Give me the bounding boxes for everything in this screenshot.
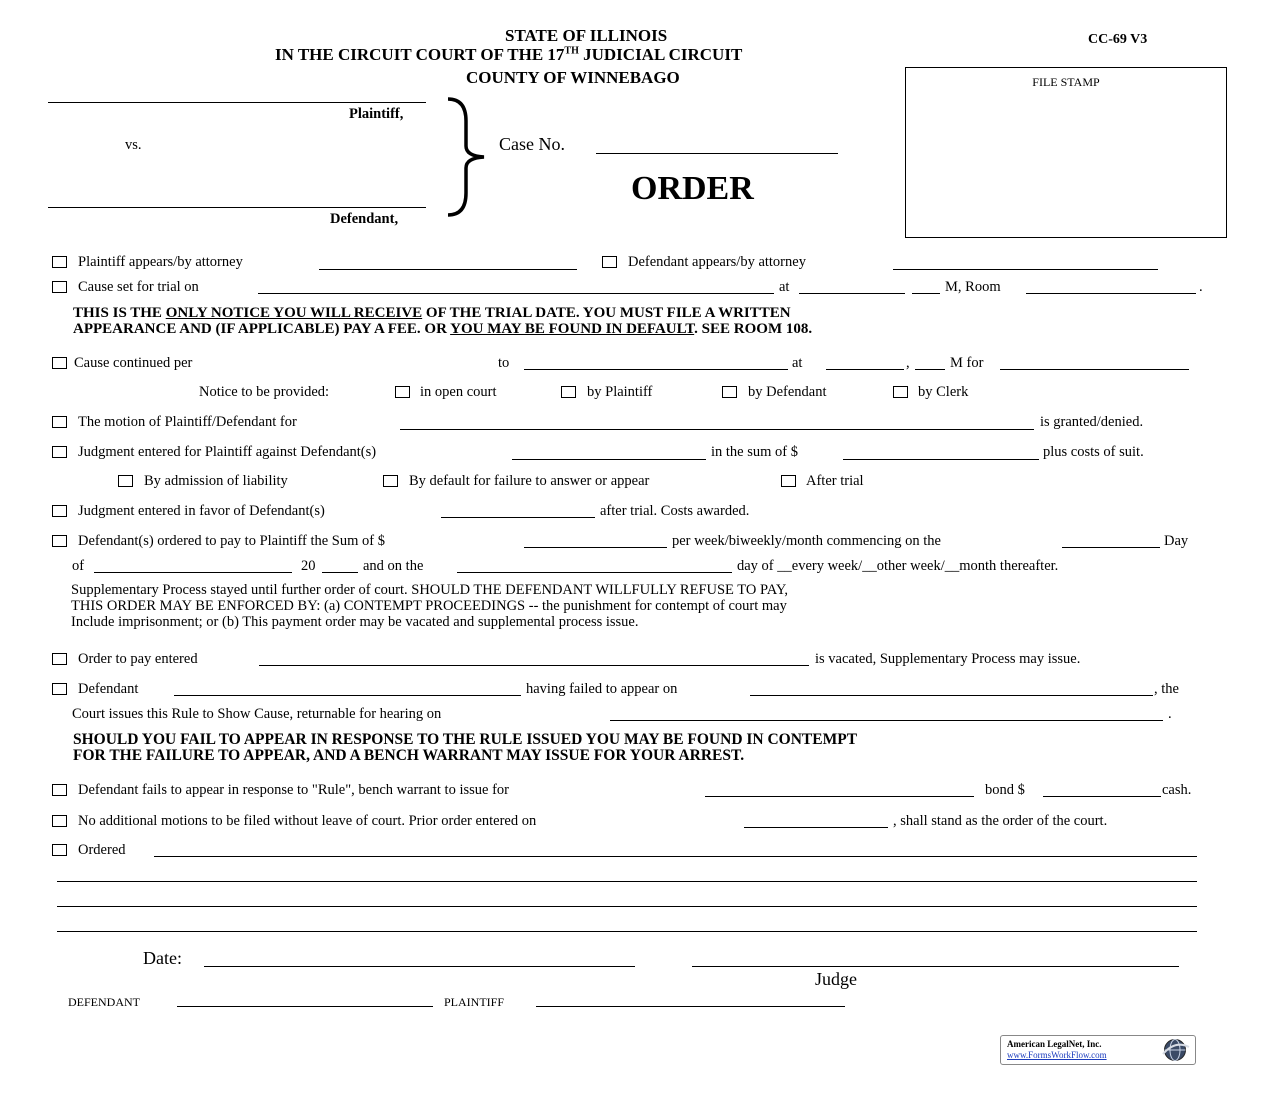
ordered-field-2[interactable] (57, 881, 1197, 882)
by-admission-checkbox[interactable] (118, 475, 133, 487)
plaintiff-line[interactable] (48, 102, 426, 103)
failed-date-field[interactable] (750, 695, 1153, 696)
order-to-pay-checkbox[interactable] (52, 653, 67, 665)
defendant-label: Defendant (78, 681, 139, 697)
and-on-the-label: and on the (363, 558, 424, 574)
is-vacated-label: is vacated, Supplementary Process may issue. (815, 651, 1081, 667)
caption-brace (440, 96, 492, 218)
in-open-court-label: in open court (420, 384, 497, 400)
by-admission-label: By admission of liability (144, 473, 288, 489)
judgment-favor-defendants-field[interactable] (441, 517, 595, 518)
of-field[interactable] (94, 572, 292, 573)
continued-time-field[interactable] (826, 369, 904, 370)
bond-label: bond $ (985, 782, 1025, 798)
granted-denied-label: is granted/denied. (1040, 414, 1144, 430)
ordered-field-3[interactable] (57, 906, 1197, 907)
after-trial-label: After trial (806, 473, 864, 489)
fails-to-appear-label: Defendant fails to appear in response to "Rule", bench warrant to issue for (78, 782, 509, 798)
m-room-label: M, Room (945, 279, 1001, 295)
ordered-pay-checkbox[interactable] (52, 535, 67, 547)
defendant-line[interactable] (48, 207, 426, 208)
by-plaintiff-label: by Plaintiff (587, 384, 653, 400)
trial-date-field[interactable] (258, 293, 774, 294)
period: . (1199, 279, 1203, 295)
logo-name: American LegalNet, Inc. (1007, 1039, 1102, 1049)
at-label: at (779, 279, 790, 295)
comma: , (906, 355, 910, 371)
cash-label: cash. (1162, 782, 1192, 798)
by-default-label: By default for failure to answer or appear (409, 473, 650, 489)
supplementary-line-2: THIS ORDER MAY BE ENFORCED BY: (a) CONTEMPT PROCEEDINGS -- the punishment for contempt of court may (71, 598, 787, 614)
motion-label: The motion of Plaintiff/Defendant for (78, 414, 297, 430)
in-open-court-checkbox[interactable] (395, 386, 410, 398)
by-clerk-checkbox[interactable] (893, 386, 908, 398)
date-field[interactable] (204, 966, 635, 967)
having-failed-label: having failed to appear on (526, 681, 678, 697)
logo-url[interactable]: www.FormsWorkFlow.com (1007, 1050, 1107, 1060)
ordered-field-4[interactable] (57, 931, 1197, 932)
year-field[interactable] (322, 572, 358, 573)
plaintiff-appears-checkbox[interactable] (52, 256, 67, 268)
judgment-defendants-field[interactable] (512, 459, 706, 460)
judge-label: Judge (815, 969, 857, 989)
and-on-the-field[interactable] (457, 572, 732, 573)
judgment-sum-field[interactable] (843, 459, 1039, 460)
case-no-field[interactable] (596, 153, 838, 154)
supplementary-line-1: Supplementary Process stayed until further order of court. SHOULD THE DEFENDANT WILLFULLY REFUSE TO PAY, (71, 582, 789, 598)
day-label: Day (1164, 533, 1189, 549)
plaintiff-attorney-field[interactable] (319, 269, 577, 270)
shall-stand-label: , shall stand as the order of the court. (893, 813, 1108, 829)
motion-field[interactable] (400, 429, 1034, 430)
m-for-label: M for (950, 355, 984, 371)
fails-to-appear-checkbox[interactable] (52, 784, 67, 796)
trial-am-pm-field[interactable] (912, 293, 940, 294)
the-label: , the (1154, 681, 1179, 697)
notice-line-2: APPEARANCE AND (IF APPLICABLE) PAY A FEE. OR YOU MAY BE FOUND IN DEFAULT. SEE ROOM 108. (73, 321, 813, 337)
motion-checkbox[interactable] (52, 416, 67, 428)
by-clerk-label: by Clerk (918, 384, 969, 400)
cause-continued-checkbox[interactable] (52, 357, 67, 369)
by-defendant-checkbox[interactable] (722, 386, 737, 398)
to-label: to (498, 355, 510, 371)
continued-for-field[interactable] (1000, 369, 1189, 370)
bond-field[interactable] (1043, 796, 1161, 797)
defendant-failed-checkbox[interactable] (52, 683, 67, 695)
form-id: CC-69 V3 (1088, 32, 1148, 47)
file-stamp-label: FILE STAMP (1032, 75, 1100, 89)
commencing-field[interactable] (1062, 547, 1160, 548)
cause-set-label: Cause set for trial on (78, 279, 199, 295)
judgment-plaintiff-checkbox[interactable] (52, 446, 67, 458)
bench-warrant-field[interactable] (705, 796, 974, 797)
ordered-field-1[interactable] (154, 856, 1197, 857)
plus-costs-label: plus costs of suit. (1043, 444, 1144, 460)
county-heading: COUNTY OF WINNEBAGO (466, 68, 680, 87)
judgment-defendant-checkbox[interactable] (52, 505, 67, 517)
notice-line-1: THIS IS THE ONLY NOTICE YOU WILL RECEIVE OF THE TRIAL DATE. YOU MUST FILE A WRITTEN (73, 305, 791, 321)
order-to-pay-label: Order to pay entered (78, 651, 198, 667)
vs-label: vs. (125, 137, 142, 153)
after-trial-costs-label: after trial. Costs awarded. (600, 503, 750, 519)
judge-signature-field[interactable] (692, 966, 1179, 967)
defendant-label: Defendant, (330, 211, 399, 227)
order-to-pay-field[interactable] (259, 665, 809, 666)
defendant-appears-checkbox[interactable] (602, 256, 617, 268)
no-additional-label: No additional motions to be filed without leave of court. Prior order entered on (78, 813, 537, 829)
file-stamp-box (905, 67, 1227, 238)
by-plaintiff-checkbox[interactable] (561, 386, 576, 398)
notice-provided-label: Notice to be provided: (199, 384, 330, 400)
order-title: ORDER (631, 170, 754, 207)
pay-sum-field[interactable] (524, 547, 667, 548)
defendant-name-field[interactable] (174, 695, 521, 696)
case-no-label: Case No. (499, 134, 565, 154)
american-legalnet-logo[interactable] (1000, 1035, 1196, 1065)
defendant-attorney-field[interactable] (893, 269, 1158, 270)
warning-line-1: SHOULD YOU FAIL TO APPEAR IN RESPONSE TO THE RULE ISSUED YOU MAY BE FOUND IN CONTEMPT (73, 731, 858, 748)
after-trial-checkbox[interactable] (781, 475, 796, 487)
plaintiff-appears-label: Plaintiff appears/by attorney (78, 254, 243, 270)
judgment-defendant-label: Judgment entered in favor of Defendant(s) (78, 503, 325, 519)
ordered-pay-label: Defendant(s) ordered to pay to Plaintiff the Sum of $ (78, 533, 385, 549)
by-defendant-label: by Defendant (748, 384, 827, 400)
year-prefix: 20 (301, 558, 316, 574)
defendant-appears-label: Defendant appears/by attorney (628, 254, 806, 270)
supplementary-line-3: Include imprisonment; or (b) This payment order may be vacated and supplemental process issue. (71, 614, 639, 630)
continued-to-field[interactable] (524, 369, 788, 370)
date-label: Date: (143, 948, 182, 968)
continued-am-pm-field[interactable] (915, 369, 945, 370)
continued-at-label: at (792, 355, 803, 371)
defendant-sig-label: DEFENDANT (68, 995, 140, 1009)
room-field[interactable] (1026, 293, 1196, 294)
of-label: of (72, 558, 85, 574)
cause-continued-label: Cause continued per (74, 355, 193, 371)
court-issues-label: Court issues this Rule to Show Cause, returnable for hearing on (72, 706, 442, 722)
state-heading: STATE OF ILLINOIS (505, 26, 668, 45)
warning-line-2: FOR THE FAILURE TO APPEAR, AND A BENCH WARRANT MAY ISSUE FOR YOUR ARREST. (73, 747, 745, 764)
defendant-sig-field[interactable] (177, 1006, 433, 1007)
by-default-checkbox[interactable] (383, 475, 398, 487)
period-2: . (1168, 706, 1172, 722)
globe-icon (1159, 1038, 1191, 1062)
day-of-label: day of __every week/__other week/__month thereafter. (737, 558, 1059, 574)
per-week-label: per week/biweekly/month commencing on the (672, 533, 941, 549)
no-additional-checkbox[interactable] (52, 815, 67, 827)
ordered-checkbox[interactable] (52, 844, 67, 856)
court-heading: IN THE CIRCUIT COURT OF THE 17TH JUDICIAL CIRCUIT (275, 45, 743, 64)
trial-time-field[interactable] (799, 293, 905, 294)
plaintiff-sig-label: PLAINTIFF (444, 995, 505, 1009)
in-sum-label: in the sum of $ (711, 444, 798, 460)
ordered-label: Ordered (78, 842, 126, 858)
plaintiff-label: Plaintiff, (349, 106, 404, 122)
hearing-date-field[interactable] (610, 720, 1163, 721)
judgment-plaintiff-label: Judgment entered for Plaintiff against Defendant(s) (78, 444, 377, 460)
plaintiff-sig-field[interactable] (536, 1006, 845, 1007)
prior-order-date-field[interactable] (744, 827, 888, 828)
cause-set-checkbox[interactable] (52, 281, 67, 293)
